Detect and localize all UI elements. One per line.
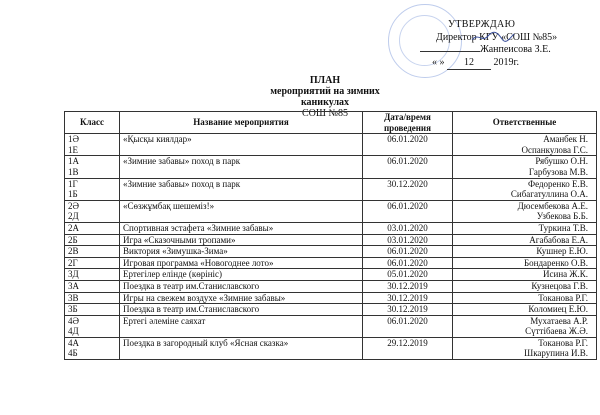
heading-school: СОШ №85 — [301, 108, 349, 119]
approval-month: 12 — [447, 57, 491, 71]
cell-responsible — [453, 292, 597, 304]
cell-event: «Қысқы киялдар» — [120, 134, 363, 156]
cell-responsible — [453, 234, 597, 246]
cell-date: 06.01.2020 — [363, 200, 453, 222]
cell-date: 30.12.2020 — [363, 178, 453, 200]
cell-responsible — [453, 178, 597, 200]
cell-responsible — [453, 257, 597, 269]
table-row — [65, 234, 597, 246]
cell-date: 06.01.2020 — [363, 315, 453, 337]
cell-event: Игра «Сказочными тропами» — [120, 234, 363, 246]
cell-event: «Зимние забавы» поход в парк — [120, 156, 363, 178]
responsible-name: Узбекова Б.Б. — [536, 211, 588, 222]
cell-responsible — [453, 280, 597, 292]
class-name: 3Б — [68, 304, 78, 315]
cell-class — [65, 134, 120, 156]
cell-event: Игры на свежем воздухе «Зимние забавы» — [120, 292, 363, 304]
director-name: Жанпеисова З.Е. — [480, 44, 551, 55]
cell-date: 06.01.2020 — [363, 156, 453, 178]
cell-class — [65, 315, 120, 337]
responsible-name: Сүттібаева Ж.Ә. — [525, 326, 588, 337]
cell-event: Ертегілер елінде (көрініс) — [120, 269, 363, 281]
class-name: 2В — [68, 246, 79, 257]
cell-class — [65, 246, 120, 258]
cell-responsible — [453, 200, 597, 222]
cell-event: Ертегі әлеміне саяхат — [120, 315, 363, 337]
class-name: 2А — [68, 222, 79, 233]
cell-event: «Сөзжұмбақ шешеміз!» — [120, 200, 363, 222]
class-name: 4Д — [68, 326, 79, 337]
responsible-name: Коломиец Е.Ю. — [528, 304, 588, 315]
cell-event: Поездка в театр им.Станиславского — [120, 280, 363, 292]
cell-date: 03.01.2020 — [363, 234, 453, 246]
cell-class — [65, 269, 120, 281]
cell-event: Спортивная эстафета «Зимние забавы» — [120, 222, 363, 234]
table-row — [65, 178, 597, 200]
approval-date — [420, 57, 595, 71]
cell-class — [65, 200, 120, 222]
approval-director-line — [420, 44, 595, 57]
header-responsible: Ответственные — [453, 112, 597, 134]
cell-date: 30.12.2019 — [363, 304, 453, 316]
responsible-name: Токанова Р.Г. — [538, 292, 588, 303]
responsible-name: Шкарупина И.В. — [524, 348, 588, 359]
table-row — [65, 200, 597, 222]
responsible-name: Агабабова Е.А. — [529, 234, 588, 245]
cell-class — [65, 156, 120, 178]
class-name: 3А — [68, 280, 79, 291]
class-name: 4Б — [68, 348, 78, 359]
cell-class — [65, 178, 120, 200]
cell-date: 03.01.2020 — [363, 222, 453, 234]
responsible-name: Гарбузова М.В. — [528, 166, 588, 177]
cell-event: «Зимние забавы» поход в парк — [120, 178, 363, 200]
table-row — [65, 246, 597, 258]
responsible-name: Исина Ж.К. — [543, 269, 588, 280]
table-row — [65, 156, 597, 178]
class-name: 1Е — [68, 144, 78, 155]
table-body — [65, 134, 597, 360]
responsible-name: Оспанкулова Г.С. — [521, 144, 588, 155]
cell-event: Игровая программа «Новогоднее лото» — [120, 257, 363, 269]
class-name: 4А — [68, 337, 79, 348]
cell-class — [65, 292, 120, 304]
approval-title: УТВЕРЖДАЮ — [448, 19, 516, 30]
table-row — [65, 304, 597, 316]
cell-responsible — [453, 304, 597, 316]
responsible-name: Бондаренко О.В. — [523, 257, 588, 268]
class-name: 2Ә — [68, 200, 79, 211]
table-row — [65, 315, 597, 337]
cell-class — [65, 234, 120, 246]
approval-year: 2019г. — [493, 56, 519, 68]
heading-plan: ПЛАН — [309, 75, 341, 86]
approval-day: « » — [432, 56, 445, 68]
table-row — [65, 292, 597, 304]
responsible-name: Рябушко О.Н. — [535, 156, 588, 167]
table-row — [65, 257, 597, 269]
responsible-name: Кузнецова Г.В. — [531, 280, 588, 291]
cell-responsible — [453, 315, 597, 337]
class-name: 3Д — [68, 269, 79, 280]
cell-date: 30.12.2019 — [363, 292, 453, 304]
responsible-name: Сибагатуллина О.А. — [510, 189, 588, 200]
class-name: 1Ә — [68, 134, 79, 145]
class-name: 2Г — [68, 257, 78, 268]
table-row — [65, 222, 597, 234]
responsible-name: Кушнер Е.Ю. — [536, 246, 588, 257]
table-row — [65, 280, 597, 292]
cell-class — [65, 304, 120, 316]
cell-class — [65, 222, 120, 234]
approval-block — [420, 19, 595, 70]
class-name: 2Б — [68, 234, 78, 245]
responsible-name: Мухатаева А.Р. — [530, 315, 588, 326]
cell-date: 06.01.2020 — [363, 134, 453, 156]
cell-date: 30.12.2019 — [363, 280, 453, 292]
cell-date: 29.12.2019 — [363, 337, 453, 359]
class-name: 1В — [68, 166, 79, 177]
responsible-name: Аманбек Н. — [543, 134, 588, 145]
cell-responsible — [453, 156, 597, 178]
cell-date: 06.01.2020 — [363, 246, 453, 258]
cell-date: 06.01.2020 — [363, 257, 453, 269]
class-name: 1Г — [68, 178, 78, 189]
header-event: Название мероприятия — [120, 112, 363, 134]
approval-position: Директор КГУ «СОШ №85» — [436, 31, 558, 43]
cell-date: 05.01.2020 — [363, 269, 453, 281]
cell-event: Виктория «Зимушка-Зима» — [120, 246, 363, 258]
responsible-name: Федоренко Е.В. — [527, 178, 588, 189]
header-date: Дата/время проведения — [363, 112, 453, 134]
cell-responsible — [453, 246, 597, 258]
class-name: 2Д — [68, 211, 79, 222]
cell-responsible — [453, 134, 597, 156]
cell-event: Поездка в театр им.Станиславского — [120, 304, 363, 316]
class-name: 1Б — [68, 189, 78, 200]
responsible-name: Туркина Т.В. — [538, 222, 588, 233]
signature — [470, 30, 515, 44]
cell-class — [65, 257, 120, 269]
responsible-name: Токанова Р.Г. — [538, 337, 588, 348]
cell-responsible — [453, 269, 597, 281]
table-row — [65, 269, 597, 281]
cell-event: Поездка в загородный клуб «Ясная сказка» — [120, 337, 363, 359]
events-table — [64, 111, 597, 360]
cell-class — [65, 280, 120, 292]
header-class: Класс — [65, 112, 120, 134]
cell-responsible — [453, 337, 597, 359]
class-name: 4Ә — [68, 315, 79, 326]
cell-class — [65, 337, 120, 359]
table-row — [65, 134, 597, 156]
cell-responsible — [453, 222, 597, 234]
class-name: 3В — [68, 292, 79, 303]
heading-subtitle: мероприятий на зимних каникулах — [270, 86, 380, 108]
table-row — [65, 337, 597, 359]
class-name: 1А — [68, 156, 79, 167]
table-header-row — [65, 112, 597, 134]
responsible-name: Дюсембекова А.Е. — [517, 200, 588, 211]
